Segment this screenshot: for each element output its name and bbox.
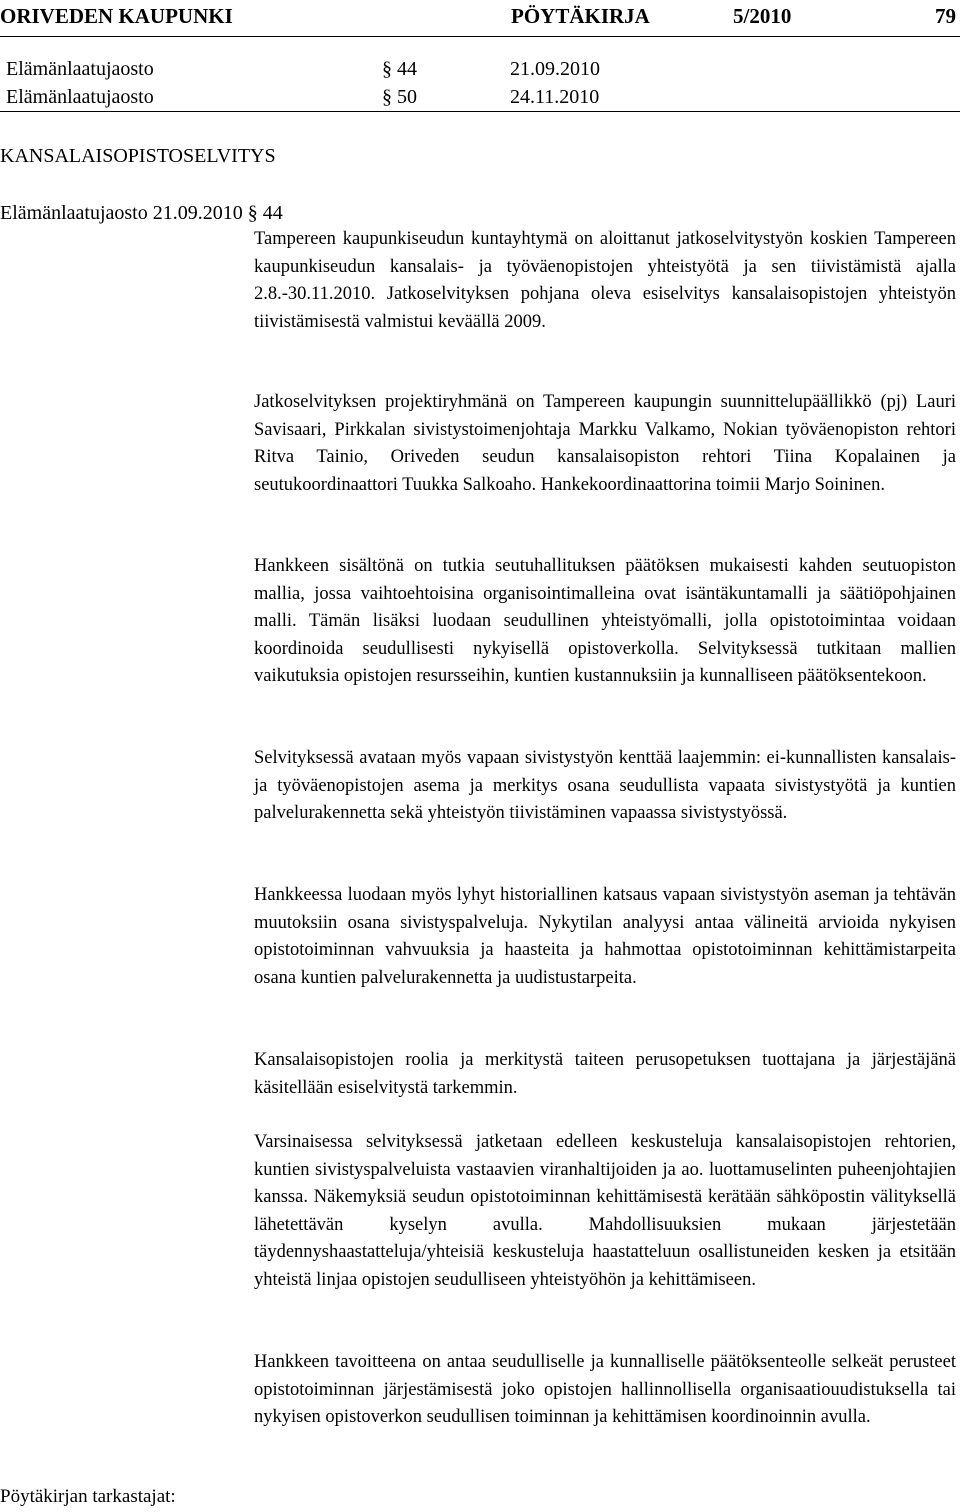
page-number: 79 [935,4,956,28]
body-paragraph: Varsinaisessa selvityksessä jatketaan edelleen keskusteluja kansalaisopistojen rehtorien, kuntien sivistyspalveluista vastaavien viranhaltijoiden ja ao. luottamuselinten puheenjohtajien kanssa. Näkemyksiä seudun opistotoiminnan kehittämisestä kerätään sähköpostin välityksellä lähetettävän kyselyn avulla. Mahdollisuuksien mukaan järjestetään täydennyshaastatteluja/yhteisiä keskusteluja haastatteluun osallistuneiden kesken ja etsitään yhteistä linjaa opistojen seudulliseen yhteistyöhön ja kehittämiseen. [254,1132,956,1290]
page-header [0,0,960,30]
body-paragraph: Hankkeen sisältönä on tutkia seutuhallituksen päätöksen mukaisesti kahden seutuopiston mallia, jossa vaihtoehtoisina organisointimalleina ovat isäntäkuntamalli ja säätiöpohjainen malli. Tämän lisäksi luodaan seudullinen yhteistyömalli, jolla opistotoimintaa voidaan koordinoida seudullisesti nykyisellä opistoverkolla. Selvityksessä tutkitaan mallien vaikutuksia opistojen resursseihin, kuntien kustannuksiin ja kunnalliseen päätöksentekoon. [254,556,956,686]
section-title: KANSALAISOPISTOSELVITYS [0,145,276,167]
header-rule [0,36,960,37]
meeting-date: 21.09.2010 [510,58,600,80]
reviewers-label: Pöytäkirjan tarkastajat: [0,1486,176,1507]
body-paragraph: Selvityksessä avataan myös vapaan sivistystyön kenttää laajemmin: ei-kunnallisten kansalais- ja työväenopistojen asema ja merkitys osana seudullista vapaata sivistystyötä ja kuntien palvelurakennetta sekä yhteistyön tiivistäminen vapaassa sivistystyössä. [254,748,956,823]
body-paragraph: Hankkeen tavoitteena on antaa seudulliselle ja kunnalliselle päätöksenteolle selkeät perusteet opistotoiminnan järjestämisestä joko opistojen hallinnollisella organisaatiouudistuksella tai nykyisen opistoverkon seudullisen toiminnan ja kehittämisen koordinoinnin avulla. [254,1352,956,1427]
meeting-row [0,58,960,84]
meeting-row [0,86,960,112]
body-paragraph: Jatkoselvityksen projektiryhmänä on Tampereen kaupungin suunnittelupäällikkö (pj) Lauri Savisaari, Pirkkalan sivistystoimenjohtaja Markku Valkamo, Nokian työväenopiston rehtori Ritva Tainio, Oriveden seudun kansalaisopiston rehtori Tiina Kopalainen ja seutukoordinaattori Tuukka Salkoaho. Hankekoordinaattorina toimii Marjo Soininen. [254,392,956,495]
meeting-date: 24.11.2010 [510,86,600,108]
meeting-body: Elämänlaatujaosto [6,86,154,108]
issue-number: 5/2010 [733,4,792,28]
meeting-section: § 50 [382,86,417,108]
organization-name: ORIVEDEN KAUPUNKI [0,4,233,28]
reference-line: Elämänlaatujaosto 21.09.2010 § 44 [0,202,283,224]
meeting-section: § 44 [382,58,417,80]
body-paragraph: Tampereen kaupunkiseudun kuntayhtymä on aloittanut jatkoselvitystyön koskien Tampereen kaupunkiseudun kansalais- ja työväenopistojen yhteistyötä ja sen tiivistämistä ajalla 2.8.-30.11.2010. Jatkoselvityksen pohjana oleva esiselvitys kansalaisopistojen yhteistyön tiivistämisestä valmistui keväällä 2009. [254,229,956,332]
meta-rule [0,111,960,112]
body-paragraph: Kansalaisopistojen roolia ja merkitystä taiteen perusopetuksen tuottajana ja järjestäjänä käsitellään esiselvitystä tarkemmin. [254,1050,956,1098]
document-type: PÖYTÄKIRJA [511,4,650,28]
meeting-body: Elämänlaatujaosto [6,58,154,80]
body-paragraph: Hankkeessa luodaan myös lyhyt historiallinen katsaus vapaan sivistystyön aseman ja tehtävän muutoksiin osana sivistyspalveluja. Nykytilan analyysi antaa välineitä arvioida nykyisen opistotoiminnan vahvuuksia ja haasteita ja hahmottaa opistotoiminnan kehittämistarpeita osana kuntien palvelurakennetta ja uudistustarpeita. [254,885,956,988]
